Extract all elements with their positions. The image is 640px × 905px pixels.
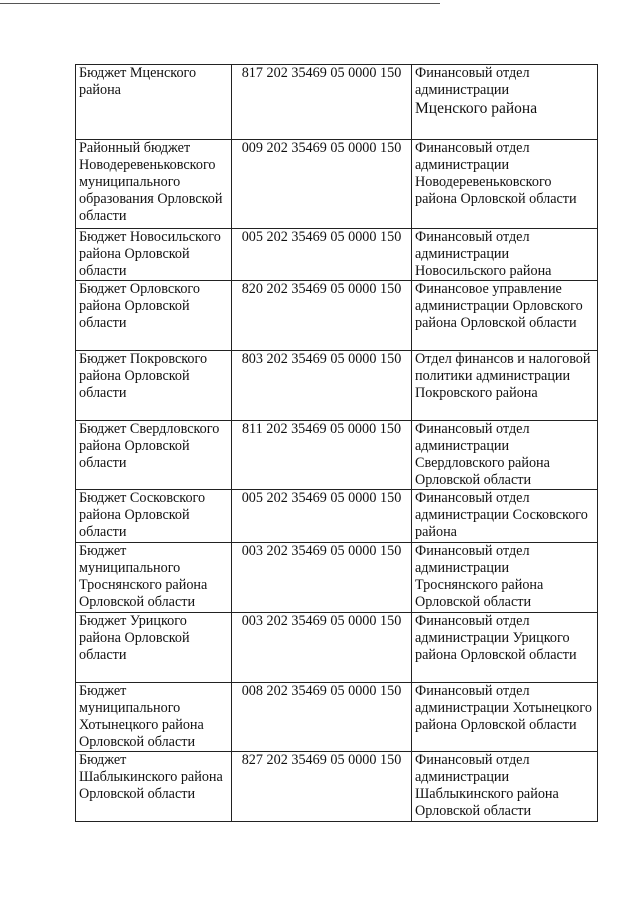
budget-code-cell: 820 202 35469 05 0000 150: [232, 281, 412, 351]
table-row: [76, 752, 598, 822]
budget-code-cell: 003 202 35469 05 0000 150: [232, 613, 412, 683]
top-rule: [0, 3, 440, 4]
budget-code-cell: 009 202 35469 05 0000 150: [232, 140, 412, 229]
administrator-cell: Финансовый отдел администрации Новодеревеньковского района Орловской области: [412, 140, 598, 229]
budget-name-cell: Бюджет Урицкого района Орловской области: [76, 613, 232, 683]
table-row: [76, 229, 598, 281]
budget-name-cell: Бюджет муниципального Хотынецкого района Орловской области: [76, 683, 232, 752]
table-row: [76, 683, 598, 752]
table-row: [76, 351, 598, 421]
table-row: [76, 543, 598, 613]
administrator-cell: Финансовое управление администрации Орловского района Орловской области: [412, 281, 598, 351]
table-row: [76, 490, 598, 543]
administrator-cell: Финансовый отдел администрации Шаблыкинского района Орловской области: [412, 752, 598, 822]
budget-code-cell: 811 202 35469 05 0000 150: [232, 421, 412, 490]
budget-name-cell: Районный бюджет Новодеревеньковского муниципального образования Орловской области: [76, 140, 232, 229]
budget-name-cell: Бюджет муниципального Троснянского района Орловской области: [76, 543, 232, 613]
budget-name-cell: Бюджет Свердловского района Орловской области: [76, 421, 232, 490]
budget-name-cell: Бюджет Орловского района Орловской области: [76, 281, 232, 351]
table-row: [76, 140, 598, 229]
budget-code-cell: 817 202 35469 05 0000 150: [232, 65, 412, 140]
table-row: [76, 421, 598, 490]
administrator-text: Финансовый отдел администрации: [415, 65, 530, 98]
budget-code-cell: 008 202 35469 05 0000 150: [232, 683, 412, 752]
budget-code-cell: 827 202 35469 05 0000 150: [232, 752, 412, 822]
administrator-district: Мценского района: [415, 100, 538, 117]
administrator-cell: Финансовый отдел администрации Урицкого района Орловской области: [412, 613, 598, 683]
table-row: [76, 613, 598, 683]
table-row: [76, 65, 598, 140]
administrator-cell: [412, 65, 598, 140]
budget-table: [75, 64, 598, 822]
budget-code-cell: 005 202 35469 05 0000 150: [232, 490, 412, 543]
budget-code-cell: 005 202 35469 05 0000 150: [232, 229, 412, 281]
budget-code-cell: 803 202 35469 05 0000 150: [232, 351, 412, 421]
administrator-cell: Финансовый отдел администрации Свердловского района Орловской области: [412, 421, 598, 490]
table-row: [76, 281, 598, 351]
budget-name-cell: Бюджет Покровского района Орловской области: [76, 351, 232, 421]
administrator-cell: Финансовый отдел администрации Новосильского района: [412, 229, 598, 281]
administrator-cell: Отдел финансов и налоговой политики администрации Покровского района: [412, 351, 598, 421]
budget-name-cell: Бюджет Мценского района: [76, 65, 232, 140]
budget-name-cell: Бюджет Новосильского района Орловской области: [76, 229, 232, 281]
budget-code-cell: 003 202 35469 05 0000 150: [232, 543, 412, 613]
administrator-cell: Финансовый отдел администрации Сосковского района: [412, 490, 598, 543]
budget-name-cell: Бюджет Сосковского района Орловской области: [76, 490, 232, 543]
administrator-cell: Финансовый отдел администрации Хотынецкого района Орловской области: [412, 683, 598, 752]
administrator-cell: Финансовый отдел администрации Троснянского района Орловской области: [412, 543, 598, 613]
budget-name-cell: Бюджет Шаблыкинского района Орловской области: [76, 752, 232, 822]
